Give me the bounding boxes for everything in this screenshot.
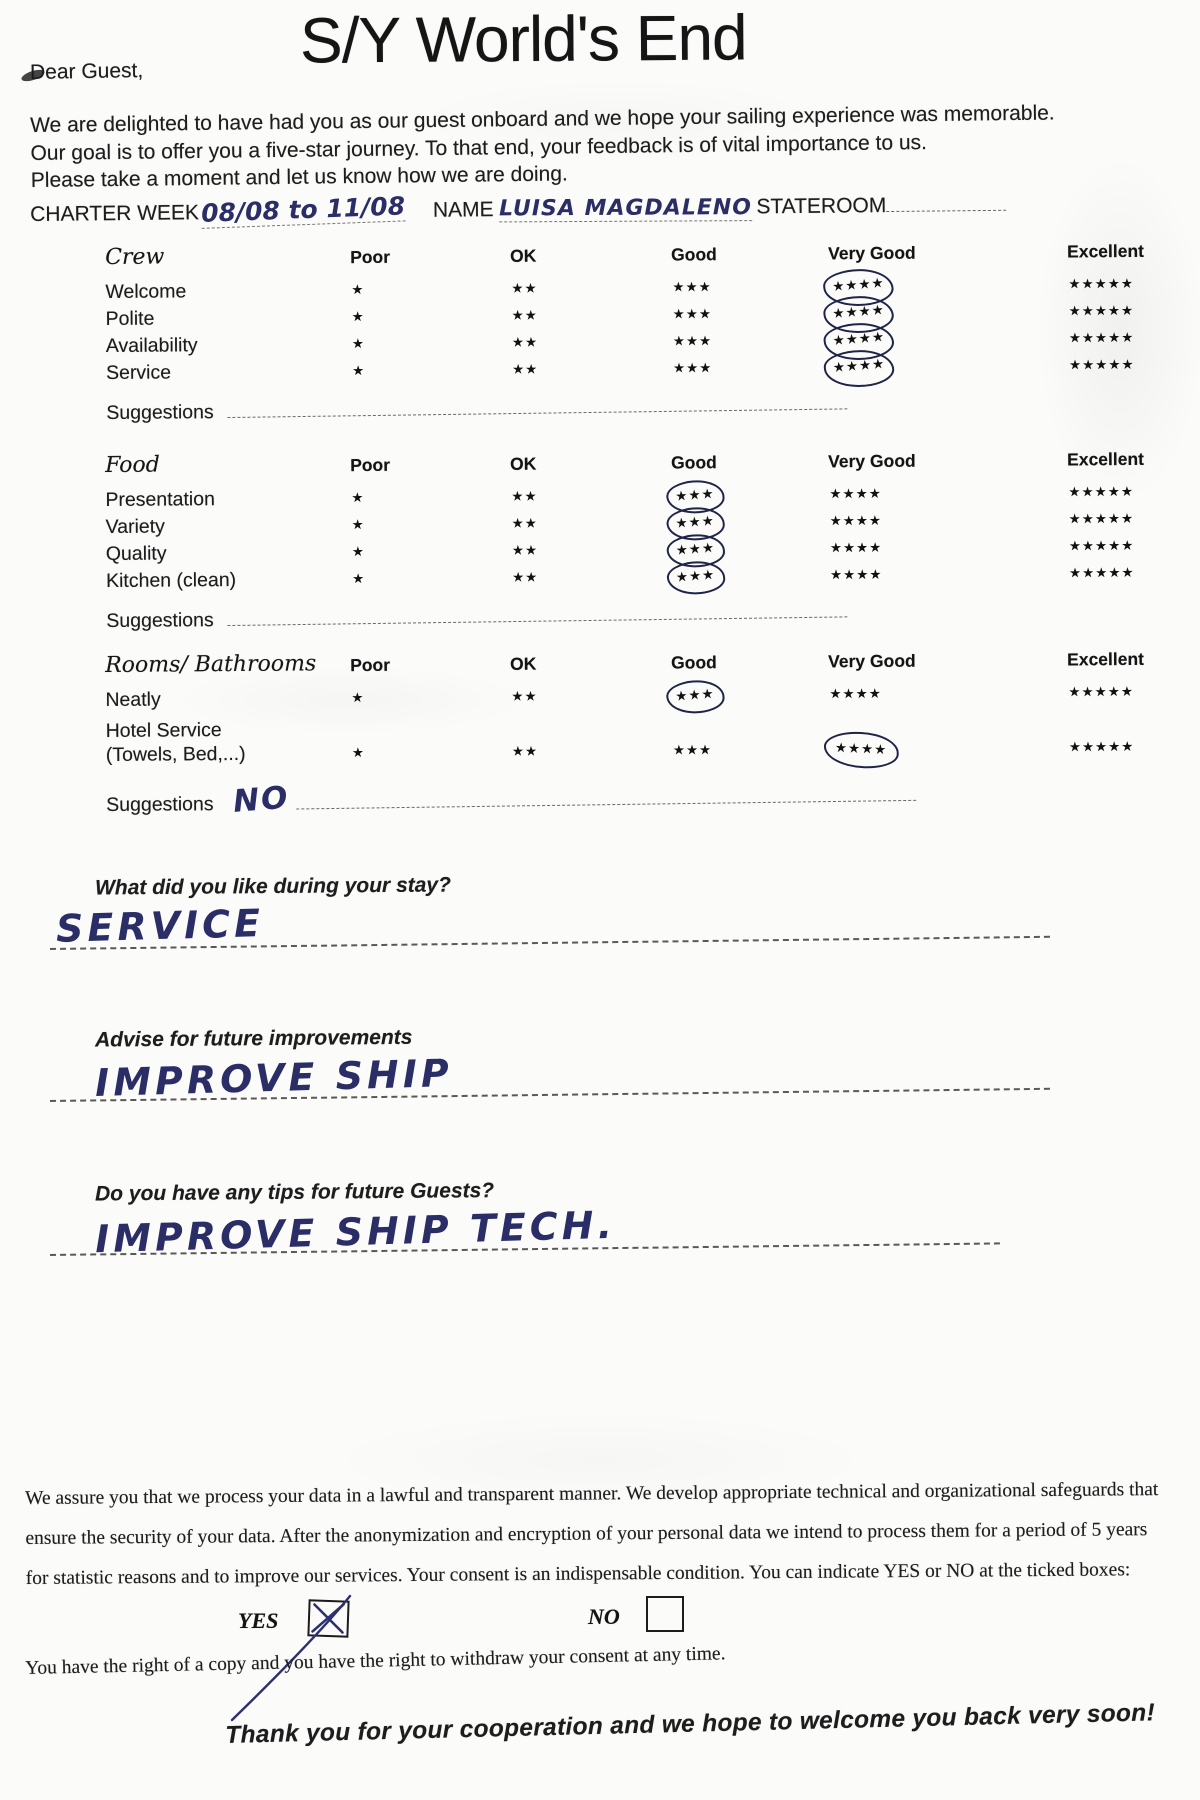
greeting: Dear Guest, [29, 59, 144, 84]
scale-label-poor: Poor [350, 454, 391, 476]
handwritten-answer: SERVICE [55, 901, 265, 951]
rating-row-label [106, 305, 349, 331]
question-answer-area [50, 1202, 1140, 1274]
stars-cell-good [670, 566, 827, 585]
stars-5: ★★★★★ [1068, 537, 1135, 554]
stars-cell-ok [509, 305, 670, 324]
stars-1: ★ [351, 308, 365, 325]
question-future-improvements [50, 1024, 1140, 1120]
stars-3: ★★★ [672, 332, 713, 350]
name-label: NAME [432, 198, 494, 222]
stars-3: ★★★ [672, 742, 713, 759]
charter-week-line [30, 186, 1160, 228]
stars-5: ★★★★★ [1068, 329, 1135, 346]
suggestions-blank-line [296, 790, 916, 810]
crew-rating-section [105, 231, 1200, 434]
stars-1: ★ [351, 689, 365, 706]
stars-4: ★★★★ [829, 685, 882, 702]
suggestions-row [106, 774, 1200, 820]
stars-cell-ok [509, 359, 670, 378]
food-rating-section [105, 439, 1200, 642]
rating-row-label-line: Service [105, 360, 172, 384]
stars-cell-excellent [1066, 509, 1200, 528]
rating-row-label-line: Availability [105, 333, 198, 357]
charter-week-label: CHARTER WEEK [30, 201, 200, 226]
stars-5: ★★★★★ [1068, 738, 1135, 756]
stars-2: ★★ [511, 334, 539, 351]
stars-cell-very-good [827, 355, 1066, 376]
stars-cell-poor [349, 306, 509, 325]
rating-row-label-line: Neatly [105, 688, 161, 711]
no-label: NO [588, 1604, 620, 1629]
question-answer-area [50, 901, 1140, 968]
suggestions-blank-line [228, 398, 848, 418]
question-label: Do you have any tips for future Guests? [94, 1179, 495, 1206]
stars-cell-excellent [1066, 536, 1200, 555]
privacy-line-1: We assure you that we process your data in a lawful and transparent manner. We develop appropriate technical and organizational safeguards that [25, 1479, 1159, 1509]
stars-4: ★★★★ [829, 485, 882, 502]
stars-cell-ok [508, 486, 669, 505]
stars-cell-excellent [1065, 682, 1200, 701]
rooms-bathrooms-rating-section [105, 639, 1200, 820]
section-title-rooms-bathrooms: Rooms/ Bathrooms [105, 651, 317, 678]
stars-cell-very-good [826, 483, 1065, 503]
stars-5: ★★★★★ [1068, 564, 1135, 581]
rating-row-label-line: Presentation [105, 487, 215, 511]
selected-rating-circle: ★★★ [666, 532, 727, 569]
selected-rating-circle: ★★★★ [823, 730, 900, 769]
stars-cell-excellent [1066, 563, 1200, 582]
stars-1: ★ [351, 335, 365, 352]
stars-cell-excellent [1066, 355, 1200, 374]
suggestions-row [106, 393, 1200, 434]
selected-rating-circle: ★★★ [665, 505, 726, 542]
question-tips-future-guests [50, 1178, 1140, 1274]
stars-2: ★★ [511, 361, 539, 378]
stars-4: ★★★★ [829, 512, 883, 529]
rating-row-label-line: Variety [105, 515, 165, 538]
rating-row-label [106, 332, 349, 358]
question-answer-area [50, 1051, 1140, 1120]
stars-1: ★ [351, 516, 365, 533]
rating-row-label-line2: (Towels, Bed,...) [105, 742, 246, 766]
rating-table-header [105, 439, 1200, 478]
stars-cell-poor [348, 687, 508, 706]
stars-cell-ok [508, 278, 669, 297]
privacy-line-3: for statistic reasons and to improve our services. Your consent is an indispensable condition. You can indicate YES or NO at the ticked boxes: [25, 1559, 1131, 1589]
suggestions-handwritten-answer: NO [232, 779, 292, 820]
stars-4: ★★★★ [829, 566, 883, 583]
page-title: S/Y World's End [299, 1, 747, 77]
scale-label-good: Good [671, 244, 717, 265]
stars-cell-very-good [826, 274, 1065, 295]
stars-2: ★★ [511, 542, 539, 559]
stars-cell-ok [509, 540, 670, 559]
stars-cell-excellent [1065, 274, 1200, 293]
rating-row-label-line: Welcome [105, 279, 187, 303]
stars-cell-very-good [827, 564, 1066, 584]
selected-rating-circle: ★★★★ [822, 293, 895, 335]
suggestions-label: Suggestions [106, 793, 214, 816]
stars-2: ★★ [511, 688, 538, 705]
stars-2: ★★ [511, 515, 538, 532]
privacy-line-2: ensure the security of your data. After the anonymization and encryption of your personal data we intend to process them for a period of 5 years [25, 1519, 1148, 1549]
stars-1: ★ [351, 570, 366, 587]
stars-2: ★★ [511, 743, 539, 760]
suggestions-blank-line [228, 606, 848, 626]
stars-5: ★★★★★ [1068, 683, 1134, 700]
stars-cell-poor [348, 487, 508, 506]
stars-cell-ok [509, 513, 670, 532]
stars-cell-good [670, 539, 827, 558]
scale-label-very-good: Very Good [828, 450, 916, 472]
scale-label-poor: Poor [350, 246, 391, 268]
section-title-crew: Crew [105, 244, 165, 270]
stars-5: ★★★★★ [1068, 356, 1135, 373]
selected-rating-circle: ★★★★ [822, 266, 895, 308]
stars-cell-excellent [1066, 301, 1200, 320]
suggestions-label: Suggestions [106, 401, 214, 424]
stars-1: ★ [351, 489, 365, 506]
stars-3: ★★★ [672, 278, 712, 296]
stars-cell-good [670, 512, 827, 531]
stars-4: ★★★★ [829, 539, 883, 556]
stars-cell-very-good [827, 510, 1066, 530]
rating-table-header [105, 639, 1200, 678]
selected-rating-circle: ★★★ [666, 559, 727, 596]
stars-cell-good [669, 277, 826, 296]
stars-cell-good [670, 331, 827, 350]
rating-row-label-line: Hotel Service [105, 719, 222, 742]
section-title-food: Food [105, 452, 160, 478]
stars-cell-good [670, 304, 827, 323]
stars-cell-poor [349, 541, 509, 560]
suggestions-row [106, 601, 1200, 642]
rating-row-label [105, 486, 348, 512]
stars-cell-excellent [1066, 737, 1200, 759]
stars-cell-good [670, 358, 827, 377]
intro-line-2: Our goal is to offer you a five-star journey. To that end, your feedback is of vital importance to us. [30, 130, 928, 165]
scale-label-ok: OK [510, 245, 537, 266]
suggestions-label: Suggestions [106, 609, 214, 632]
stars-cell-very-good [827, 328, 1066, 349]
stars-cell-poor [349, 743, 509, 765]
stars-cell-ok [509, 332, 670, 351]
rating-row-label [106, 717, 349, 767]
scale-label-poor: Poor [350, 654, 391, 676]
rating-row-label-line: Kitchen (clean) [105, 568, 237, 592]
stars-2: ★★ [511, 488, 538, 505]
stars-2: ★★ [511, 569, 539, 586]
stars-cell-good [670, 740, 827, 762]
stars-2: ★★ [511, 280, 538, 297]
stars-cell-ok [509, 742, 670, 764]
stars-5: ★★★★★ [1068, 510, 1135, 527]
stars-5: ★★★★★ [1068, 302, 1135, 319]
question-label: Advise for future improvements [94, 1025, 413, 1052]
stars-cell-poor [348, 279, 508, 298]
rating-row-label [106, 513, 349, 539]
yes-label: YES [238, 1608, 279, 1633]
selected-rating-circle: ★★★★ [823, 347, 896, 389]
intro-paragraph [30, 98, 1151, 194]
stars-1: ★ [351, 744, 366, 762]
scale-label-excellent: Excellent [1067, 648, 1145, 670]
rating-row-label [105, 686, 348, 712]
guest-name-handwritten: LUISA MAGDALENO [499, 195, 753, 222]
stars-cell-ok [508, 686, 669, 705]
stars-cell-excellent [1066, 328, 1200, 347]
stars-cell-ok [509, 567, 670, 586]
scale-label-very-good: Very Good [828, 650, 916, 672]
rating-row-label [106, 540, 349, 566]
rating-row-label [106, 359, 349, 385]
stars-5: ★★★★★ [1068, 275, 1134, 292]
stars-cell-poor [349, 514, 509, 533]
handwritten-answer: IMPROVE SHIP [94, 1051, 454, 1105]
stars-2: ★★ [511, 307, 538, 324]
stateroom-blank-line [886, 196, 1006, 212]
stars-1: ★ [351, 362, 366, 379]
stars-cell-excellent [1065, 482, 1200, 501]
scale-label-excellent: Excellent [1067, 448, 1145, 470]
charter-week-value-handwritten: 08/08 to 11/08 [200, 191, 406, 228]
stars-5: ★★★★★ [1068, 483, 1134, 500]
scale-label-good: Good [671, 452, 717, 473]
rating-row-label [106, 567, 349, 593]
closing-line: Thank you for your cooperation and we hope to welcome you back very soon! [225, 1699, 1156, 1749]
stars-cell-very-good [827, 537, 1066, 557]
question-liked-during-stay [50, 872, 1140, 968]
stars-cell-poor [349, 333, 509, 352]
stars-cell-poor [349, 568, 509, 587]
selected-rating-circle: ★★★ [665, 478, 726, 515]
stars-cell-very-good [827, 301, 1066, 322]
stars-cell-good [669, 685, 826, 704]
intro-line-1: We are delighted to have had you as our guest onboard and we hope your sailing experience was memorable. [30, 101, 1055, 137]
stars-cell-very-good [826, 683, 1065, 703]
rating-row-label [105, 278, 348, 304]
stateroom-label: STATEROOM [756, 194, 887, 219]
stars-1: ★ [351, 543, 365, 560]
scale-label-very-good: Very Good [828, 242, 916, 264]
stars-3: ★★★ [672, 359, 713, 377]
stars-3: ★★★ [672, 305, 712, 323]
rating-row-hotel-service [106, 704, 1200, 767]
question-label: What did you like during your stay? [94, 873, 451, 900]
selected-rating-circle: ★★★★ [822, 320, 895, 362]
stars-cell-good [669, 485, 826, 504]
stars-cell-poor [349, 360, 509, 379]
no-checkbox [646, 1596, 684, 1632]
stars-1: ★ [351, 281, 365, 298]
stars-cell-very-good [827, 738, 1066, 761]
selected-rating-circle: ★★★ [665, 678, 726, 715]
rating-row-label-line: Polite [105, 307, 155, 330]
handwritten-answer: IMPROVE SHIP TECH. [94, 1202, 617, 1262]
scale-label-ok: OK [510, 453, 537, 474]
scale-label-good: Good [671, 652, 717, 673]
scale-label-excellent: Excellent [1067, 240, 1145, 262]
rating-table-header [105, 231, 1200, 270]
scale-label-ok: OK [510, 653, 537, 674]
rights-line: You have the right of a copy and you have the right to withdraw your consent at any time. [25, 1643, 726, 1679]
intro-line-3: Please take a moment and let us know how we are doing. [30, 162, 568, 192]
rating-row-label-line: Quality [105, 542, 167, 565]
